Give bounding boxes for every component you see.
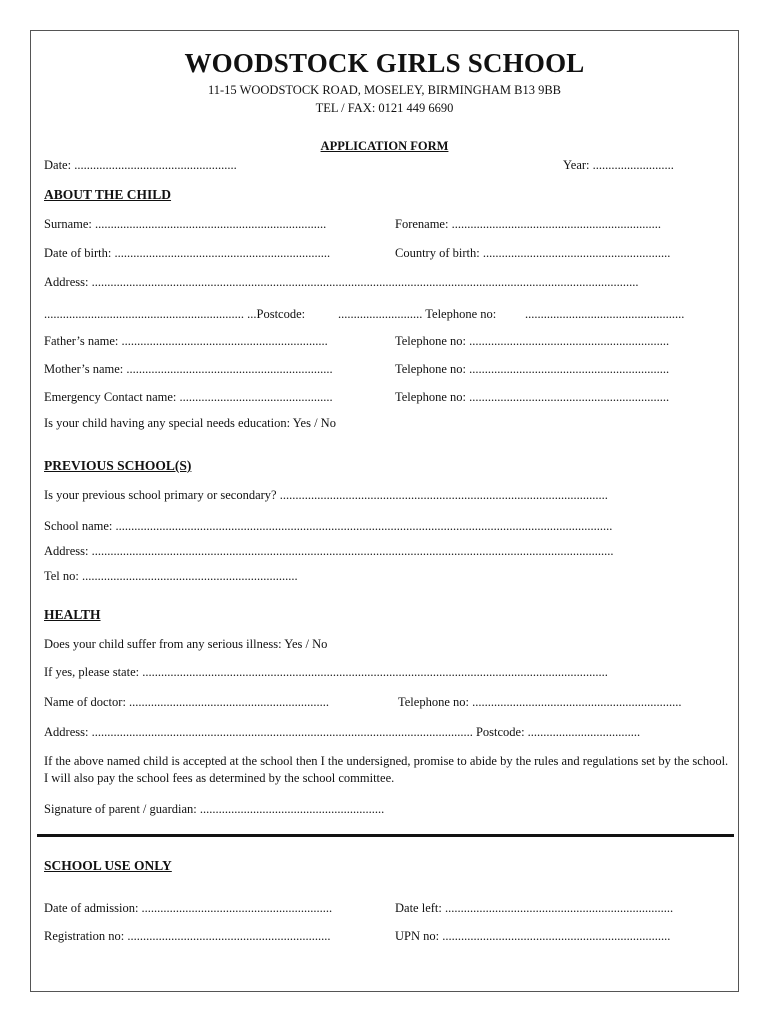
forename-field[interactable]: Forename: ...................................................................	[395, 217, 661, 231]
child-telephone-field[interactable]: ...................................................	[525, 307, 685, 321]
serious-illness-question[interactable]: Does your child suffer from any serious illness: Yes / No	[44, 637, 328, 651]
doctor-telephone-field[interactable]: Telephone no: ...................................................................	[398, 695, 682, 709]
school-use-heading: SCHOOL USE ONLY	[44, 858, 172, 873]
doctor-name-field[interactable]: Name of doctor: ................................................................	[44, 695, 330, 709]
year-field[interactable]: Year: ..........................	[563, 158, 674, 172]
signature-field[interactable]: Signature of parent / guardian: ...........................................................	[44, 802, 385, 816]
country-of-birth-field[interactable]: Country of birth: ............................................................	[395, 246, 671, 260]
special-needs-question[interactable]: Is your child having any special needs education: Yes / No	[44, 416, 336, 430]
about-child-heading: ABOUT THE CHILD	[44, 187, 172, 202]
date-field[interactable]: Date: ....................................................	[44, 158, 237, 172]
mother-telephone-field[interactable]: Telephone no: ................................................................	[395, 362, 670, 376]
school-name: WOODSTOCK GIRLS SCHOOL	[184, 48, 585, 78]
school-contact: TEL / FAX: 0121 449 6690	[315, 101, 454, 115]
child-telephone-label[interactable]: ........................... Telephone no:	[338, 307, 497, 321]
form-title: APPLICATION FORM	[320, 139, 449, 153]
previous-school-tel-field[interactable]: Tel no: .....................................................................	[44, 569, 298, 583]
date-of-birth-field[interactable]: Date of birth: .....................................................................	[44, 246, 331, 260]
health-heading: HEALTH	[44, 607, 101, 622]
registration-number-field[interactable]: Registration no: .................................................................	[44, 929, 331, 943]
father-name-field[interactable]: Father’s name: ..................................................................	[44, 334, 328, 348]
upn-number-field[interactable]: UPN no: .........................................................................	[395, 929, 671, 943]
illness-details-field[interactable]: If yes, please state: .....................................................................................................................................................	[44, 665, 608, 679]
child-postcode-field[interactable]: ................................................................ ...Postcode:	[44, 307, 306, 321]
previous-school-address-field[interactable]: Address: .......................................................................................................................................................................	[44, 544, 614, 558]
doctor-address-field[interactable]: Address: .......................................................................................................................... Postcode: ....................................	[44, 725, 641, 739]
declaration-text: If the above named child is accepted at the school then I the undersigned, promise to abide by the rules and regulations set by the school. I will also pay the school fees as determined by the school committee.	[44, 754, 729, 785]
previous-school-heading: PREVIOUS SCHOOL(S)	[44, 458, 192, 473]
section-divider	[37, 834, 734, 837]
surname-field[interactable]: Surname: ..........................................................................	[44, 217, 327, 231]
previous-school-name-field[interactable]: School name: ...............................................................................................................................................................	[44, 519, 613, 533]
date-left-field[interactable]: Date left: .........................................................................	[395, 901, 674, 915]
father-telephone-field[interactable]: Telephone no: ................................................................	[395, 334, 670, 348]
previous-school-type-field[interactable]: Is your previous school primary or secondary? .........................................................................................................	[44, 488, 608, 502]
application-form-page	[30, 30, 739, 992]
mother-name-field[interactable]: Mother’s name: ..................................................................	[44, 362, 333, 376]
emergency-telephone-field[interactable]: Telephone no: ................................................................	[395, 390, 670, 404]
emergency-contact-field[interactable]: Emergency Contact name: .................................................	[44, 390, 333, 404]
date-of-admission-field[interactable]: Date of admission: .............................................................	[44, 901, 333, 915]
child-address-field[interactable]: Address: ...............................................................................................................................................................................	[44, 275, 639, 289]
school-address: 11-15 WOODSTOCK ROAD, MOSELEY, BIRMINGHAM B13 9BB	[207, 83, 562, 97]
